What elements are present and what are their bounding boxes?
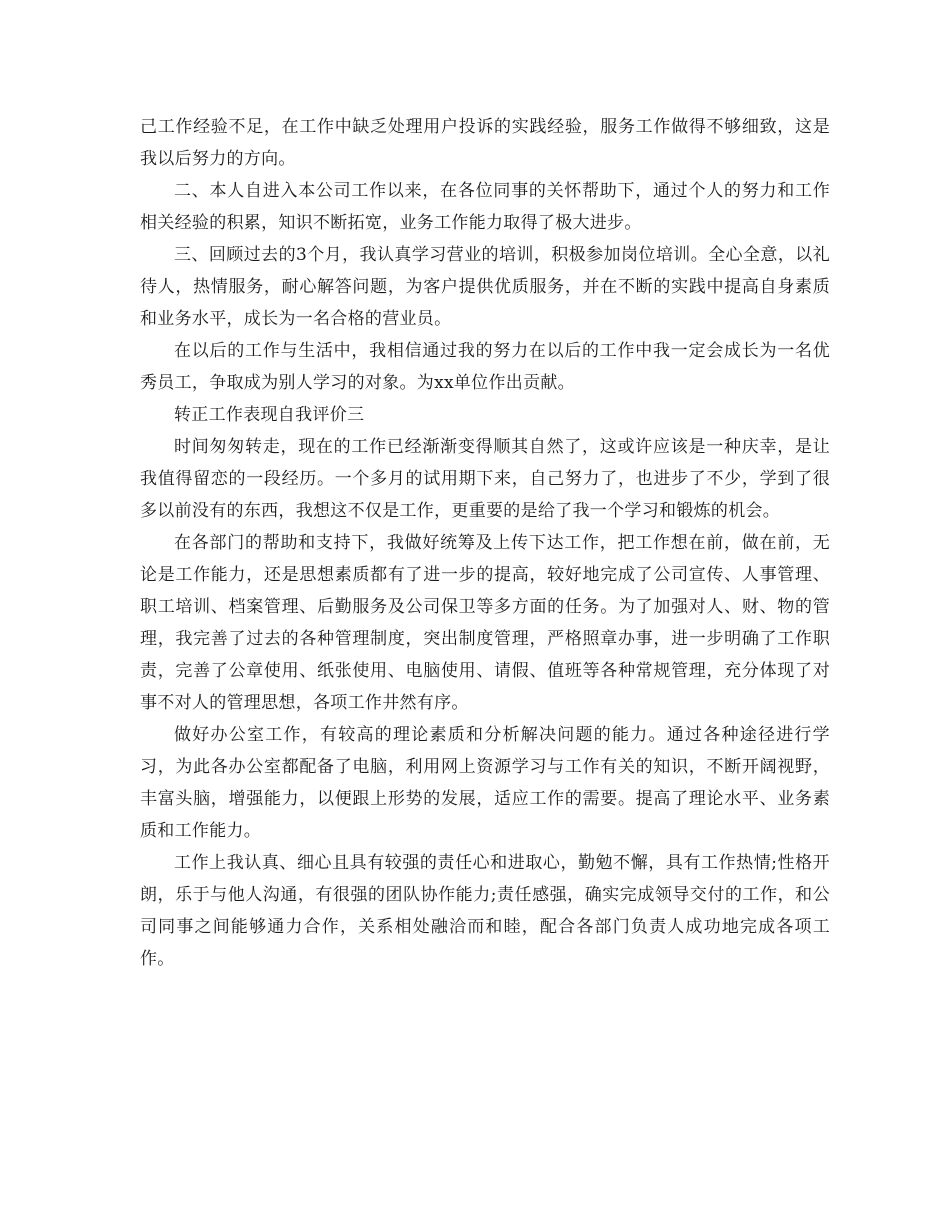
paragraph-5: 时间匆匆转走，现在的工作已经渐渐变得顺其自然了，这或许应该是一种庆幸，是让我值得留恋的一段经历。一个多月的试用期下来，自己努力了，也进步了不少，学到了很多以前没有的东西，我想这不仅是工作，更重要的是给了我一个学习和锻炼的机会。 — [140, 437, 830, 521]
document-body — [140, 111, 830, 975]
paragraph-3: 三、回顾过去的3个月，我认真学习营业的培训，积极参加岗位培训。全心全意，以礼待人，热情服务，耐心解答问题，为客户提供优质服务，并在不断的实践中提高自身素质和业务水平，成长为一名合格的营业员。 — [140, 245, 830, 329]
paragraph-7: 做好办公室工作，有较高的理论素质和分析解决问题的能力。通过各种途径进行学习，为此各办公室都配备了电脑，利用网上资源学习与工作有关的知识，不断开阔视野，丰富头脑，增强能力，以便跟上形势的发展，适应工作的需要。提高了理论水平、业务素质和工作能力。 — [140, 725, 830, 841]
paragraph-2: 二、本人自进入本公司工作以来，在各位同事的关怀帮助下，通过个人的努力和工作相关经验的积累，知识不断拓宽，业务工作能力取得了极大进步。 — [140, 181, 830, 233]
paragraph-8: 工作上我认真、细心且具有较强的责任心和进取心，勤勉不懈，具有工作热情;性格开朗，乐于与他人沟通，有很强的团队协作能力;责任感强，确实完成领导交付的工作，和公司同事之间能够通力合作，关系相处融洽而和睦，配合各部门负责人成功地完成各项工作。 — [140, 853, 830, 969]
paragraph-4: 在以后的工作与生活中，我相信通过我的努力在以后的工作中我一定会成长为一名优秀员工，争取成为别人学习的对象。为xx单位作出贡献。 — [140, 341, 830, 393]
paragraph-1: 己工作经验不足，在工作中缺乏处理用户投诉的实践经验，服务工作做得不够细致，这是我以后努力的方向。 — [140, 117, 830, 169]
paragraph-6: 在各部门的帮助和支持下，我做好统筹及上传下达工作，把工作想在前，做在前，无论是工作能力，还是思想素质都有了进一步的提高，较好地完成了公司宣传、人事管理、职工培训、档案管理、后勤服务及公司保卫等多方面的任务。为了加强对人、财、物的管理，我完善了过去的各种管理制度，突出制度管理，严格照章办事，进一步明确了工作职责，完善了公章使用、纸张使用、电脑使用、请假、值班等各种常规管理，充分体现了对事不对人的管理思想，各项工作井然有序。 — [140, 533, 830, 713]
section-heading: 转正工作表现自我评价三 — [174, 405, 365, 425]
